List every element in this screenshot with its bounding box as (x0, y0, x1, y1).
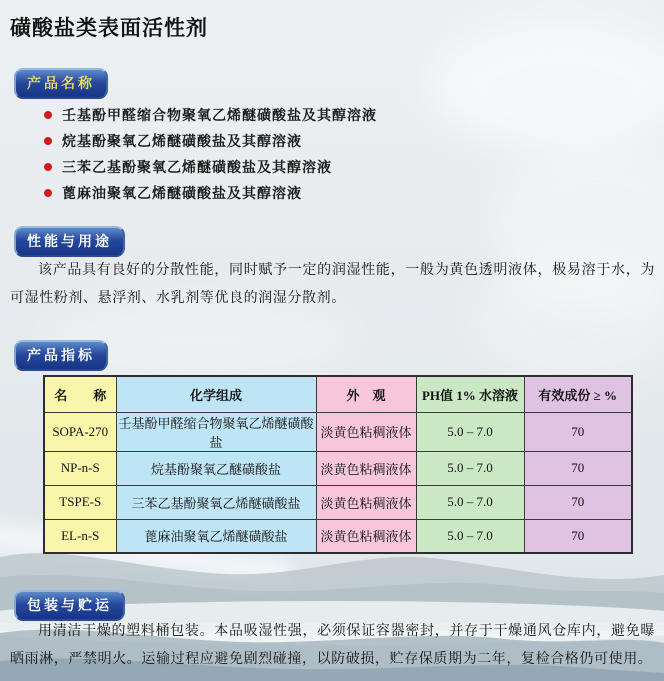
table-row (44, 412, 632, 451)
cell-active: 70 (524, 451, 632, 485)
section-header-packaging: 包装与贮运 (14, 590, 125, 621)
product-list (44, 102, 377, 206)
product-item-label: 壬基酚甲醛缩合物聚氧乙烯醚磺酸盐及其醇溶液 (62, 109, 377, 124)
cell-ph: 5.0 – 7.0 (416, 451, 524, 485)
cell-active: 70 (524, 412, 632, 451)
performance-paragraph: 该产品具有良好的分散性能，同时赋予一定的润湿性能，一般为黄色透明液体，极易溶于水，为可湿性粉剂、悬浮剂、水乳剂等优良的润湿分散剂。 (10, 263, 655, 306)
table-header-row (44, 376, 632, 412)
section-header-performance: 性能与用途 (14, 226, 125, 257)
cell-chemistry: 蓖麻油聚氧乙烯醚磺酸盐 (116, 519, 316, 553)
spec-table (43, 375, 633, 554)
product-item-label: 烷基酚聚氧乙烯醚磺酸盐及其醇溶液 (62, 135, 302, 150)
cell-name: EL-n-S (44, 519, 116, 553)
list-item (44, 154, 377, 180)
col-header-ph: PH值 1% 水溶液 (416, 376, 524, 412)
product-item-label: 三苯乙基酚聚氧乙烯醚磺酸盐及其醇溶液 (62, 161, 332, 176)
cell-chemistry: 壬基酚甲醛缩合物聚氧乙烯醚磺酸盐 (116, 412, 316, 451)
table-row (44, 451, 632, 485)
cloud-texture (430, 20, 664, 150)
cell-appearance: 淡黄色粘稠液体 (316, 451, 416, 485)
page-title: 磺酸盐类表面活性剂 (10, 17, 208, 40)
cell-active: 70 (524, 519, 632, 553)
bullet-icon (44, 111, 52, 119)
list-item (44, 102, 377, 128)
col-header-chemistry: 化学组成 (116, 376, 316, 412)
product-item-label: 蓖麻油聚氧乙烯醚磺酸盐及其醇溶液 (62, 187, 302, 202)
cell-name: SOPA-270 (44, 412, 116, 451)
cell-appearance: 淡黄色粘稠液体 (316, 519, 416, 553)
section-header-product-name: 产品名称 (14, 68, 108, 99)
col-header-appearance: 外 观 (316, 376, 416, 412)
section-header-specs: 产品指标 (14, 340, 108, 371)
cell-name: TSPE-S (44, 485, 116, 519)
list-item (44, 180, 377, 206)
list-item (44, 128, 377, 154)
cell-ph: 5.0 – 7.0 (416, 485, 524, 519)
cell-chemistry: 三苯乙基酚聚氧乙烯醚磺酸盐 (116, 485, 316, 519)
col-header-active: 有效成份 ≥ % (524, 376, 632, 412)
bullet-icon (44, 189, 52, 197)
col-header-name: 名 称 (44, 376, 116, 412)
cell-chemistry: 烷基酚聚氧乙醚磺酸盐 (116, 451, 316, 485)
cell-appearance: 淡黄色粘稠液体 (316, 485, 416, 519)
cell-ph: 5.0 – 7.0 (416, 412, 524, 451)
cell-name: NP-n-S (44, 451, 116, 485)
cell-appearance: 淡黄色粘稠液体 (316, 412, 416, 451)
bullet-icon (44, 163, 52, 171)
cell-ph: 5.0 – 7.0 (416, 519, 524, 553)
packaging-paragraph: 用清洁干燥的塑料桶包装。本品吸湿性强，必须保证容器密封，并存于干燥通风仓库内，避免曝晒雨淋，严禁明火。运输过程应避免剧烈碰撞，以防破损，贮存保质期为二年，复检合格仍可使用。 (10, 624, 655, 667)
table-row (44, 519, 632, 553)
bullet-icon (44, 137, 52, 145)
table-row (44, 485, 632, 519)
cell-active: 70 (524, 485, 632, 519)
